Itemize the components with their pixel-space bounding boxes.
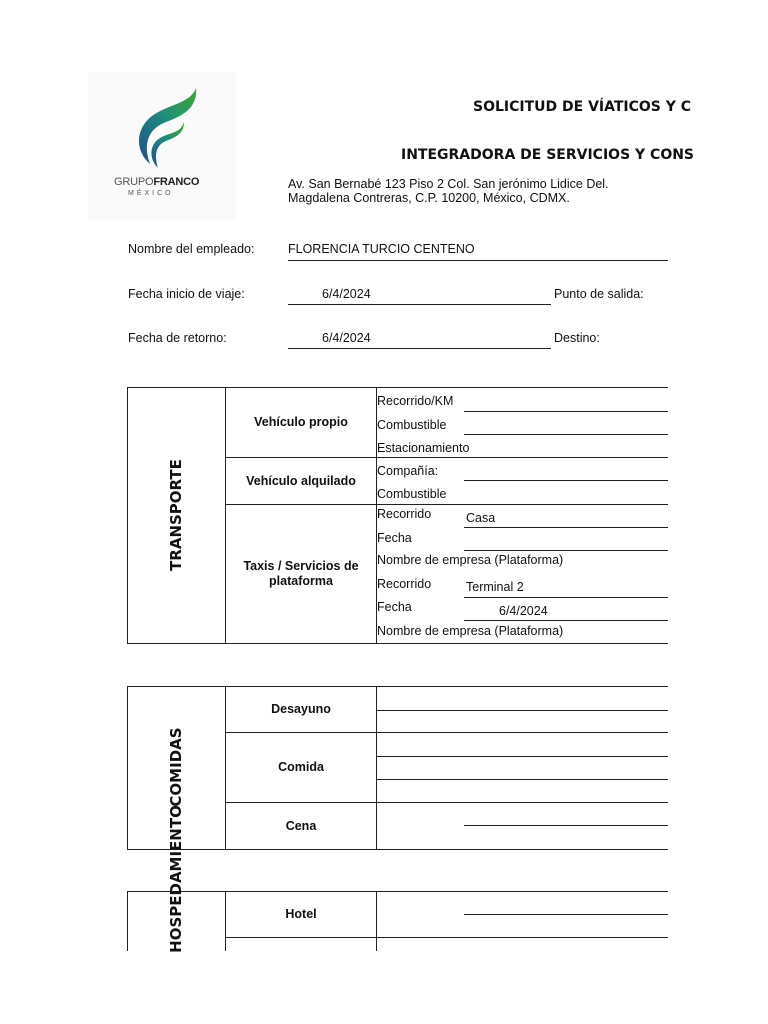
lunch-label: Comida: [278, 760, 324, 774]
logo-franco-text: FRANCO: [153, 176, 200, 188]
employee-name-label: Nombre del empleado:: [128, 242, 255, 256]
company-name: INTEGRADORA DE SERVICIOS Y CONS: [401, 147, 695, 163]
taxi-route-2-label: Recorrido: [377, 577, 432, 591]
logo-mexico-text: MÉXICO: [128, 190, 174, 197]
destination-label: Destino:: [554, 331, 600, 345]
return-date-label: Fecha de retorno:: [128, 331, 227, 345]
start-date-value[interactable]: 6/4/2024: [322, 287, 371, 301]
taxi-label: Taxis / Servicios de plataforma: [243, 559, 359, 588]
own-vehicle-label: Vehículo propio: [254, 415, 348, 429]
employee-name-value[interactable]: FLORENCIA TURCIO CENTENO: [288, 242, 475, 256]
taxi-date-2-label: Fecha: [377, 600, 412, 614]
own-fuel-field[interactable]: [464, 434, 668, 435]
taxi-route-1-value[interactable]: Casa: [466, 511, 496, 525]
taxi-date-1-label: Fecha: [377, 531, 412, 545]
taxi-date-1-field[interactable]: [464, 550, 668, 551]
return-date-value[interactable]: 6/4/2024: [322, 331, 371, 345]
dinner-label: Cena: [285, 818, 317, 833]
lodging-category-label: HOSPEDAMIENTO: [167, 805, 185, 953]
breakfast-label: Desayuno: [271, 702, 331, 716]
own-parking-label: Estacionamiento: [377, 441, 470, 455]
logo-grupo-text: GRUPO: [114, 176, 154, 188]
dinner-field[interactable]: [464, 825, 668, 826]
own-route-field[interactable]: [464, 411, 668, 412]
transport-category-label: TRANSPORTE: [167, 459, 185, 571]
logo-flame-icon: [88, 72, 236, 182]
rented-vehicle-label: Vehículo alquilado: [246, 473, 356, 488]
departure-label: Punto de salida:: [554, 287, 644, 301]
hotel-field[interactable]: [464, 914, 668, 915]
meals-category-label: COMIDAS: [167, 727, 185, 807]
taxi-platform-2-label: Nombre de empresa (Plataforma): [377, 624, 564, 638]
taxi-route-1-label: Recorrido: [377, 507, 432, 521]
taxi-route-2-value[interactable]: Terminal 2: [466, 580, 524, 594]
rented-company-label: Compañía:: [377, 464, 439, 478]
hotel-label: Hotel: [285, 907, 317, 921]
taxi-date-2-value[interactable]: 6/4/2024: [499, 604, 548, 618]
start-date-label: Fecha inicio de viaje:: [128, 287, 245, 301]
company-logo: [88, 72, 236, 220]
own-fuel-label: Combustible: [377, 418, 447, 432]
address-line-1: Av. San Bernabé 123 Piso 2 Col. San jerónimo Lidice Del.: [288, 177, 609, 191]
taxi-platform-1-label: Nombre de empresa (Plataforma): [377, 553, 564, 567]
rented-fuel-label: Combustible: [377, 487, 447, 501]
own-route-label: Recorrido/KM: [377, 394, 454, 408]
form-title: SOLICITUD DE VÍATICOS Y C: [473, 99, 692, 115]
return-date-underline: [288, 348, 551, 349]
employee-name-underline: [288, 260, 668, 261]
rented-company-field[interactable]: [464, 480, 668, 481]
start-date-underline: [288, 304, 551, 305]
address-line-2: Magdalena Contreras, C.P. 10200, México, CDMX.: [288, 191, 570, 205]
